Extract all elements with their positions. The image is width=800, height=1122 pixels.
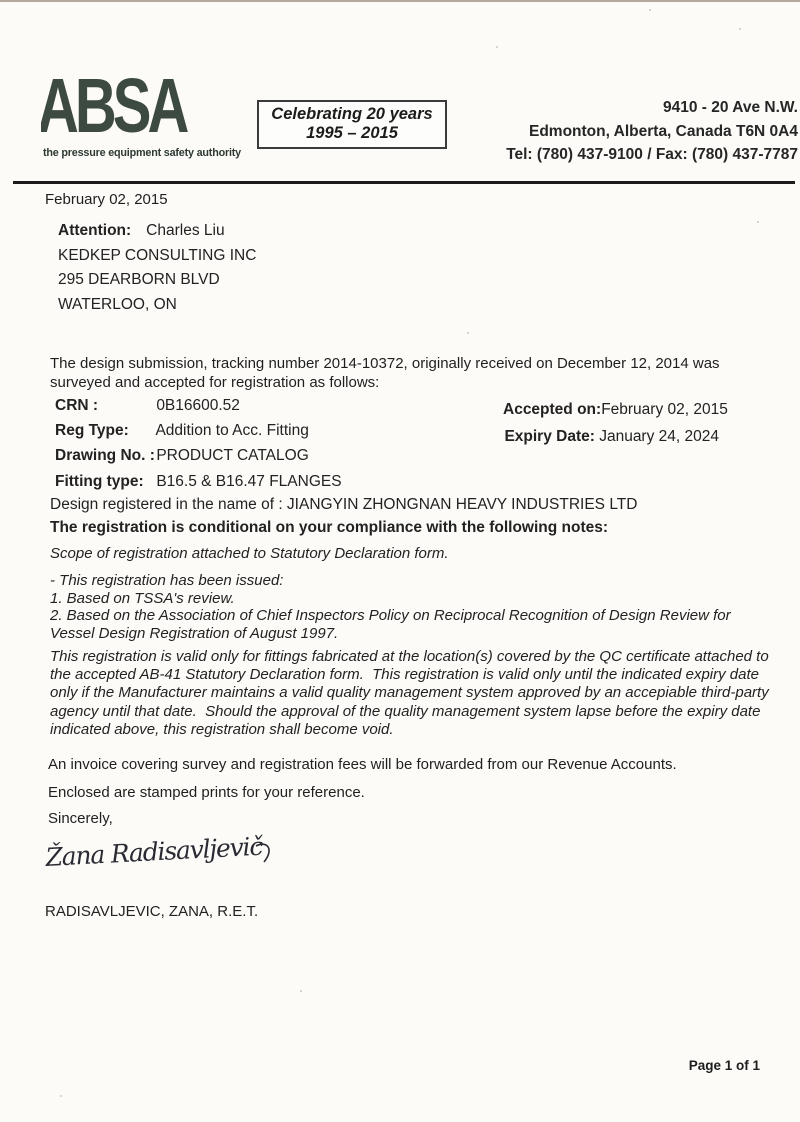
field-row-crn	[55, 397, 342, 422]
issued-line2: 1. Based on TSSA's review.	[50, 589, 235, 607]
recipient-street: 295 DEARBORN BLVD	[58, 271, 220, 288]
closing-line: Sincerely,	[48, 810, 113, 827]
field-value: 0B16600.52	[156, 397, 240, 414]
scan-speckle	[496, 46, 498, 48]
expiry-date-line	[503, 424, 719, 451]
banner-line2: 1995 – 2015	[306, 124, 398, 142]
field-row-drawing-no	[55, 447, 342, 472]
scope-line: Scope of registration attached to Statutory Declaration form.	[50, 545, 449, 562]
acceptance-dates-block	[503, 397, 728, 450]
registration-fields	[55, 397, 342, 498]
field-value: Addition to Acc. Fitting	[155, 422, 309, 440]
logo-tagline: the pressure equipment safety authority	[43, 147, 241, 159]
issued-line1: - This registration has been issued:	[50, 572, 284, 589]
field-label: Fitting type:	[55, 472, 144, 490]
signer-typed-name: RADISAVLJEVIC, ZANA, R.E.T.	[45, 903, 259, 920]
letter-date: February 02, 2015	[45, 191, 168, 208]
company-address-block	[378, 96, 798, 167]
page-indicator: Page 1 of 1	[688, 1058, 760, 1073]
registered-name-line: Design registered in the name of : JIANGYIN ZHONGNAN HEAVY INDUSTRIES LTD	[50, 496, 638, 513]
signature-text: Žana Radisavljevič	[44, 831, 265, 872]
absa-logo	[41, 68, 241, 157]
field-value: B16.5 & B16.47 FLANGES	[156, 472, 342, 490]
field-label: CRN :	[55, 397, 99, 414]
issued-line3: 2. Based on the Association of Chief Inspectors Policy on Reciprocal Recognition of Design Review for Vessel Design Registration of August 1997.	[50, 607, 731, 642]
attention-name: Charles Liu	[146, 222, 225, 239]
accepted-on-label: Accepted on:	[503, 401, 602, 418]
attention-line	[58, 219, 256, 244]
address-line3: Tel: (780) 437-9100 / Fax: (780) 437-7787	[506, 146, 798, 163]
signature-icon	[42, 828, 292, 886]
validity-paragraph: This registration is valid only for fittings fabricated at the location(s) covered by the QC certificate attached to the accepted AB-41 Statutory Declaration form. This registration is valid only until the indicated expiry date only if the Manufacturer maintains a valid quality management system approved by an accepiable third-party agency until that date. Should the approval of the quality management system lapse before the expiry date indicated above, this registration shall become void.	[50, 648, 773, 738]
signature-handwriting	[42, 828, 292, 891]
field-label: Drawing No. :	[55, 447, 155, 465]
header-divider	[13, 181, 795, 184]
accepted-on-value: February 02, 2015	[601, 401, 728, 418]
recipient-block	[58, 219, 256, 317]
scan-speckle	[467, 332, 469, 334]
attention-label: Attention:	[58, 222, 132, 239]
recipient-company: KEDKEP CONSULTING INC	[58, 246, 257, 264]
expiry-date-value: January 24, 2024	[599, 427, 719, 445]
banner-line1: Celebrating 20 years	[271, 105, 433, 123]
field-row-reg-type	[55, 422, 342, 447]
issued-notes-block	[50, 572, 770, 642]
recipient-city: WATERLOO, ON	[58, 295, 177, 313]
scan-speckle	[300, 990, 302, 992]
field-label: Reg Type:	[55, 422, 129, 440]
intro-paragraph: The design submission, tracking number 2014-10372, originally received on December 12, 2014 was surveyed and accepted for registration as follows:	[50, 355, 724, 391]
address-line1: 9410 - 20 Ave N.W.	[663, 99, 798, 116]
field-value: PRODUCT CATALOG	[156, 447, 309, 465]
enclosed-line: Enclosed are stamped prints for your reference.	[48, 784, 365, 801]
scan-edge-artifact	[0, 0, 800, 2]
scan-speckle	[649, 9, 651, 11]
expiry-date-label: Expiry Date:	[504, 427, 595, 445]
invoice-line: An invoice covering survey and registration fees will be forwarded from our Revenue Accounts.	[48, 756, 677, 773]
address-line2: Edmonton, Alberta, Canada T6N 0A4	[529, 122, 798, 140]
scan-speckle	[757, 221, 759, 223]
accepted-on-line	[503, 397, 728, 424]
absa-logo-text: ABSA	[41, 68, 186, 149]
absa-logo-icon	[41, 68, 226, 152]
field-row-fitting-type	[55, 473, 342, 498]
scan-speckle	[739, 28, 741, 30]
scan-speckle	[60, 1095, 62, 1097]
conditional-notes-heading: The registration is conditional on your compliance with the following notes:	[50, 519, 609, 536]
